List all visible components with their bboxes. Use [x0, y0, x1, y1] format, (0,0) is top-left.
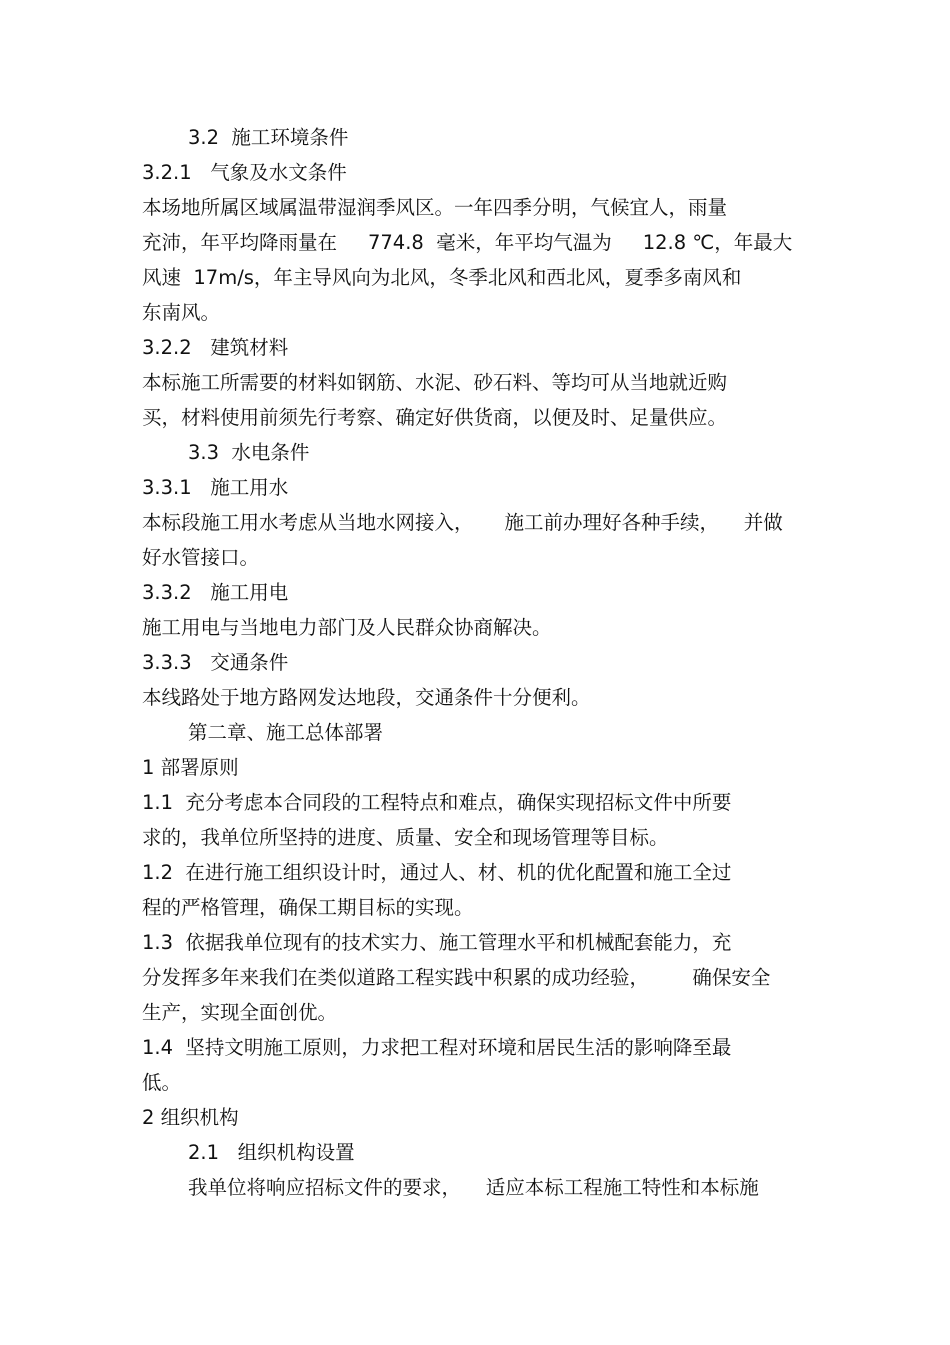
- paragraph-line: 好水管接口。: [142, 546, 260, 569]
- paragraph-line: 1.3 依据我单位现有的技术实力、施工管理水平和机械配套能力，充: [142, 931, 732, 954]
- section-heading-3-2: 3.2 施工环境条件: [188, 126, 349, 149]
- paragraph-line: 分发挥多年来我们在类似道路工程实践中积累的成功经验， 确保安全: [142, 966, 771, 989]
- paragraph-line: 1.2 在进行施工组织设计时，通过人、材、机的优化配置和施工全过: [142, 861, 732, 884]
- paragraph-line: 风速 17m/s，年主导风向为北风，冬季北风和西北风，夏季多南风和: [142, 266, 742, 289]
- paragraph-line: 本场地所属区域属温带湿润季风区。一年四季分明，气候宜人，雨量: [142, 196, 728, 219]
- paragraph-line: 本标施工所需要的材料如钢筋、水泥、砂石料、等均可从当地就近购: [142, 371, 728, 394]
- paragraph-line: 本标段施工用水考虑从当地水网接入， 施工前办理好各种手续， 并做: [142, 511, 783, 534]
- paragraph-line: 本线路处于地方路网发达地段，交通条件十分便利。: [142, 686, 591, 709]
- chapter-heading: 第二章、施工总体部署: [188, 721, 384, 744]
- section-heading-3-3: 3.3 水电条件: [188, 441, 310, 464]
- paragraph-line: 我单位将响应招标文件的要求， 适应本标工程施工特性和本标施: [188, 1176, 759, 1199]
- paragraph-line: 1.1 充分考虑本合同段的工程特点和难点，确保实现招标文件中所要: [142, 791, 732, 814]
- subsection-heading-2-1: 2.1 组织机构设置: [188, 1141, 355, 1164]
- subsection-heading-3-3-1: 3.3.1 施工用水: [142, 476, 289, 499]
- paragraph-line: 买，材料使用前须先行考察、确定好供货商，以便及时、足量供应。: [142, 406, 728, 429]
- section-heading-2: 2 组织机构: [142, 1106, 239, 1129]
- section-heading-1: 1 部署原则: [142, 756, 239, 779]
- subsection-heading-3-3-2: 3.3.2 施工用电: [142, 581, 289, 604]
- paragraph-line: 程的严格管理，确保工期目标的实现。: [142, 896, 474, 919]
- paragraph-line: 1.4 坚持文明施工原则，力求把工程对环境和居民生活的影响降至最: [142, 1036, 732, 1059]
- paragraph-line: 求的，我单位所坚持的进度、质量、安全和现场管理等目标。: [142, 826, 669, 849]
- subsection-heading-3-3-3: 3.3.3 交通条件: [142, 651, 289, 674]
- paragraph-line: 充沛，年平均降雨量在 774.8 毫米，年平均气温为 12.8 ℃，年最大: [142, 231, 793, 254]
- paragraph-line: 低。: [142, 1071, 182, 1094]
- subsection-heading-3-2-2: 3.2.2 建筑材料: [142, 336, 289, 359]
- paragraph-line: 施工用电与当地电力部门及人民群众协商解决。: [142, 616, 552, 639]
- paragraph-line: 东南风。: [142, 301, 221, 324]
- subsection-heading-3-2-1: 3.2.1 气象及水文条件: [142, 161, 347, 184]
- paragraph-line: 生产，实现全面创优。: [142, 1001, 338, 1024]
